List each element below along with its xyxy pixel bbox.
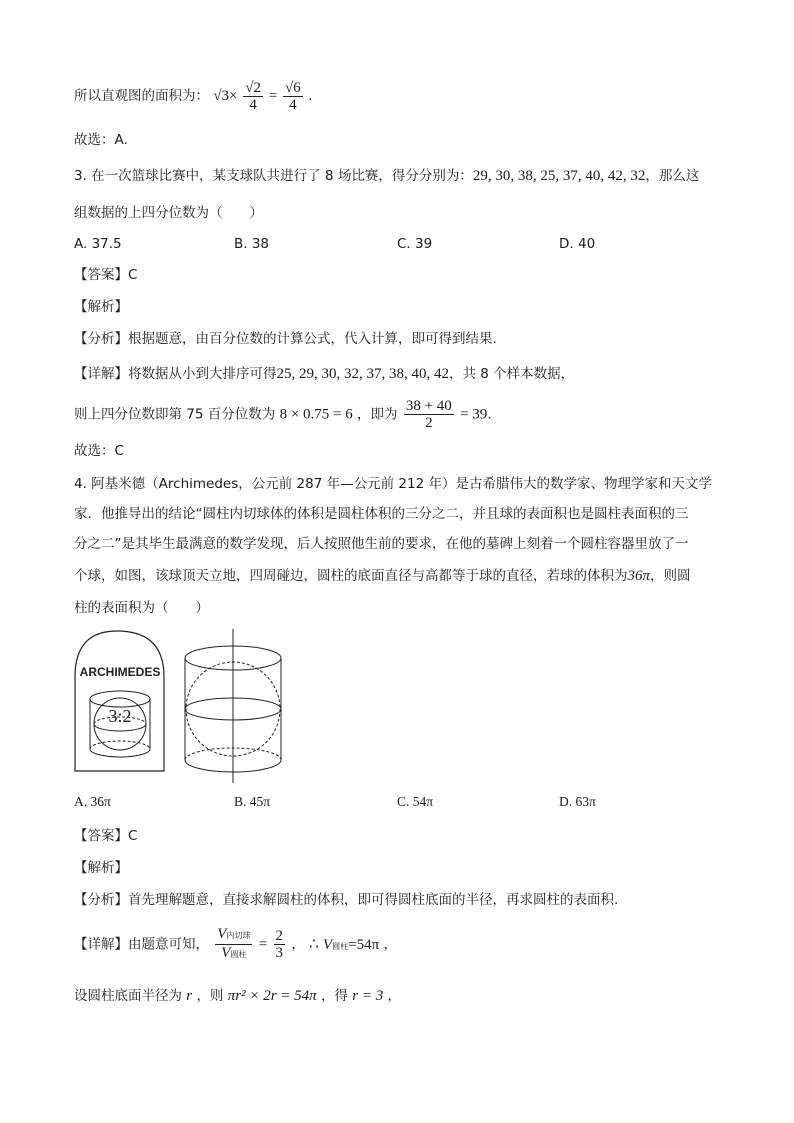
- q4-detail: 【详解】由题意可知， $\frac{\text{V内切球}}{\text{V圆柱}}$ = $\frac{2}{3}$ ， ∴ V圆柱=54π ，: [74, 926, 397, 961]
- q3-option-c: C. 39: [397, 236, 433, 252]
- q3-calc: 则上四分位数即第 75 百分位数为 8 × 0.75 = 6 ，即为 $\frac{38 + 40}{2}$ = 39.: [74, 398, 492, 431]
- small-cyl-top: [90, 691, 150, 707]
- q3-fenxi: 【分析】根据题意，由百分位数的计算公式，代入计算，即可得到结果.: [74, 331, 497, 347]
- q3-analysis: 【解析】: [74, 299, 128, 315]
- answer-choose-a: 故选：A.: [74, 132, 128, 148]
- q4-line2: 家．他推导出的结论“圆柱内切球体的体积是圆柱体积的三分之二，并且球的表面积也是圆柱表面积的三: [74, 506, 689, 522]
- q4-analysis: 【解析】: [74, 860, 128, 876]
- area-text: 所以直观图的面积为：: [74, 87, 209, 104]
- q4-last: 设圆柱底面半径为 r ，则 πr² × 2r = 54π ，得 r = 3 ，: [74, 988, 402, 1004]
- q3-option-d: D. 40: [559, 236, 596, 252]
- area-formula: √3× $\frac{√2}{4}$ = $\frac{√6}{4}$ .: [213, 80, 313, 113]
- q3-choose: 故选：C: [74, 443, 124, 459]
- tombstone-title: ARCHIMEDES: [79, 665, 161, 679]
- q4-option-d: D. 63π: [559, 794, 596, 809]
- q4-line1: 4. 阿基米德（Archimedes，公元前 287 年—公元前 212 年）是古希腊伟大的数学家、物理学家和天文学: [74, 476, 712, 492]
- q4-line3: 分之二”是其毕生最满意的数学发现，后人按照他生前的要求，在他的墓碑上刻着一个圆柱容器里放了一: [74, 536, 689, 552]
- q4-option-a: A. 36π: [74, 794, 111, 809]
- q4-fenxi: 【分析】首先理解题意，直接求解圆柱的体积，即可得圆柱底面的半径，再求圆柱的表面积.: [74, 892, 619, 908]
- q4-line5: 柱的表面积为（ ）: [74, 600, 209, 616]
- tombstone-ratio: 3:2: [108, 706, 132, 726]
- area-line: [74, 80, 312, 113]
- q3-answer: 【答案】C: [74, 267, 138, 283]
- archimedes-figure: [70, 625, 285, 785]
- q4-line4: 个球，如图，该球顶天立地，四周碰边，圆柱的底面直径与高都等于球的直径，若球的体积为36π，则圆: [74, 568, 691, 584]
- q3-line1: 3. 在一次篮球比赛中，某支球队共进行了 8 场比赛，得分分别为：29, 30, 38, 25, 37, 40, 42, 32，那么这: [74, 168, 700, 184]
- q4-option-c: C. 54π: [397, 794, 434, 809]
- q3-option-b: B. 38: [234, 236, 270, 252]
- q3-detail: 【详解】将数据从小到大排序可得25, 29, 30, 32, 37, 38, 40, 42，共 8 个样本数据，: [74, 366, 575, 382]
- q3-option-a: A. 37.5: [74, 236, 122, 252]
- q4-option-b: B. 45π: [234, 794, 271, 809]
- q4-answer: 【答案】C: [74, 828, 138, 844]
- q3-line2: 组数据的上四分位数为（ ）: [74, 205, 263, 221]
- volume-ratio: $\frac{\text{V内切球}}{\text{V圆柱}}$: [217, 926, 251, 961]
